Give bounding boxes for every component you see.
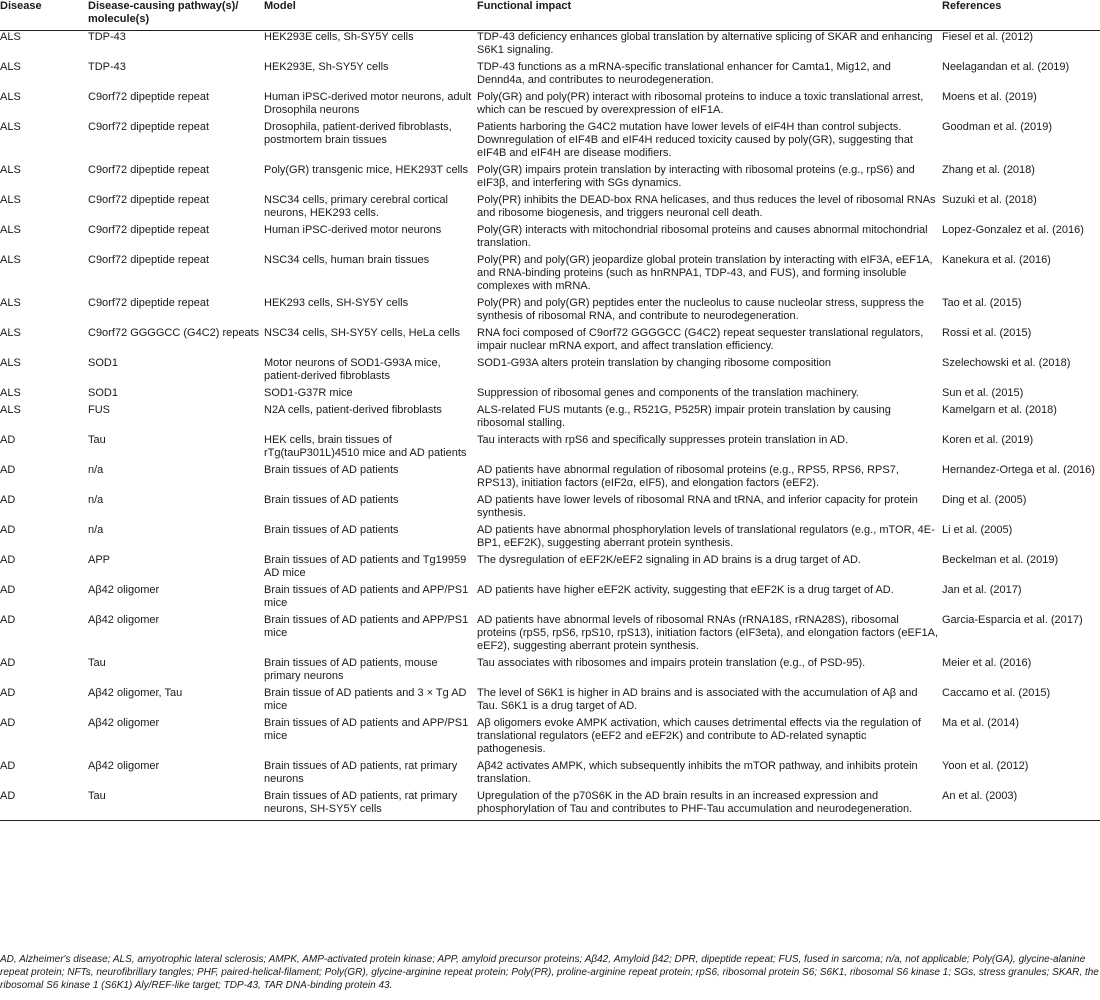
cell-disease: AD	[0, 657, 16, 669]
cell-impact: AD patients have higher eEF2K activity, suggesting that eEF2K is a drug target of AD.	[477, 584, 894, 596]
cell-disease: AD	[0, 584, 16, 596]
cell-impact: TDP-43 functions as a mRNA-specific translational enhancer for Camta1, Mig12, and Dennd4a, and contributes to neurodegeneration.	[477, 61, 891, 86]
cell-pathway: C9orf72 dipeptide repeat	[88, 91, 210, 103]
cell-disease: AD	[0, 554, 16, 566]
header-model: Model	[264, 0, 477, 31]
cell-reference: Sun et al. (2015)	[942, 387, 1024, 399]
cell-reference: Hernandez-Ortega et al. (2016)	[942, 464, 1095, 476]
cell-pathway: C9orf72 dipeptide repeat	[88, 224, 210, 236]
header-disease: Disease	[0, 0, 88, 31]
table-row	[0, 121, 1100, 164]
cell-model: Human iPSC-derived motor neurons, adult Drosophila neurons	[264, 91, 472, 116]
cell-disease: ALS	[0, 357, 21, 369]
cell-reference: Tao et al. (2015)	[942, 297, 1022, 309]
cell-impact: Poly(GR) interacts with mitochondrial ribosomal proteins and causes abnormal mitochondrial translation.	[477, 224, 928, 249]
table-row	[0, 194, 1100, 224]
header-impact: Functional impact	[477, 0, 942, 31]
cell-pathway: Tau	[88, 434, 106, 446]
cell-pathway: SOD1	[88, 357, 118, 369]
cell-pathway: C9orf72 dipeptide repeat	[88, 297, 210, 309]
cell-pathway: Aβ42 oligomer	[88, 614, 160, 626]
cell-impact: Upregulation of the p70S6K in the AD brain results in an increased expression and phosphorylation of Tau and contributes to PHF-Tau accumulation and neurodegeneration.	[477, 790, 942, 821]
cell-model: Brain tissues of AD patients, rat primary neurons	[264, 760, 458, 785]
cell-impact: Suppression of ribosomal genes and components of the translation machinery.	[477, 387, 859, 399]
cell-reference: Zhang et al. (2018)	[942, 164, 1035, 176]
cell-model: N2A cells, patient-derived fibroblasts	[264, 404, 442, 416]
cell-reference: Lopez-Gonzalez et al. (2016)	[942, 224, 1084, 236]
cell-model: Brain tissues of AD patients	[264, 524, 399, 536]
cell-model: Brain tissues of AD patients	[264, 494, 399, 506]
cell-model: Brain tissues of AD patients, rat primary neurons, SH-SY5Y cells	[264, 790, 477, 821]
cell-impact: Poly(GR) and poly(PR) interact with ribosomal proteins to induce a toxic translational arrest, which can be rescued by overexpression of eIF1A.	[477, 91, 924, 116]
cell-reference: Moens et al. (2019)	[942, 91, 1037, 103]
table-footnote: AD, Alzheimer's disease; ALS, amyotrophic lateral sclerosis; AMPK, AMP-activated protein kinase; APP, amyloid precursor proteins; Aβ42, Amyloid β42; DPR, dipeptide repeat; FUS, fused in sarcoma; n/a, not applicable; Poly(GA), glycine-alanine repeat protein; NFTs, neurofibrillary tangles; PHF, paired-helical-filament; Poly(GR), glycine-arginine repeat protein; Poly(PR), proline-arginine repeat protein; rpS6, ribosomal protein S6; S6K1, ribosomal S6 kinase 1; SGs, stress granules; SKAR, the ribosomal S6 kinase 1 (S6K1) Aly/REF-like target; TDP-43, TAR DNA-binding protein 43.	[0, 954, 1099, 991]
cell-pathway: n/a	[88, 524, 104, 536]
cell-reference: Suzuki et al. (2018)	[942, 194, 1037, 206]
cell-pathway: Aβ42 oligomer	[88, 717, 160, 729]
cell-pathway: APP	[88, 554, 111, 566]
table-row	[0, 164, 1100, 194]
cell-model: NSC34 cells, SH-SY5Y cells, HeLa cells	[264, 327, 461, 339]
cell-model: Drosophila, patient-derived fibroblasts, postmortem brain tissues	[264, 121, 452, 146]
cell-pathway: Aβ42 oligomer	[88, 760, 160, 772]
cell-impact: Poly(PR) inhibits the DEAD-box RNA helicases, and thus reduces the level of ribosomal RNAs and ribosome biogenesis, and triggers neuronal cell death.	[477, 194, 936, 219]
cell-disease: ALS	[0, 224, 21, 236]
cell-reference: Kamelgarn et al. (2018)	[942, 404, 1057, 416]
cell-impact: TDP-43 deficiency enhances global translation by alternative splicing of SKAR and enhancing S6K1 signaling.	[477, 31, 933, 56]
cell-disease: ALS	[0, 61, 21, 73]
cell-disease: AD	[0, 687, 16, 699]
cell-reference: Fiesel et al. (2012)	[942, 31, 1034, 43]
cell-pathway: Tau	[88, 657, 106, 669]
cell-reference: Beckelman et al. (2019)	[942, 554, 1059, 566]
header-row	[0, 0, 1100, 31]
cell-model: Brain tissues of AD patients	[264, 464, 399, 476]
cell-model: Poly(GR) transgenic mice, HEK293T cells	[264, 164, 468, 176]
cell-disease: ALS	[0, 404, 21, 416]
cell-reference: Caccamo et al. (2015)	[942, 687, 1051, 699]
table-body	[0, 31, 1100, 821]
cell-disease: AD	[0, 760, 16, 772]
cell-disease: AD	[0, 464, 16, 476]
cell-impact: Patients harboring the G4C2 mutation have lower levels of eIF4H than control subjects. Downregulation of eIF4B and eIF4H reduced toxicity caused by poly(GR), suggesting that eIF4B and eIF4H are disease modifiers.	[477, 121, 913, 159]
cell-reference: Goodman et al. (2019)	[942, 121, 1053, 133]
cell-reference: Li et al. (2005)	[942, 524, 1013, 536]
table-row	[0, 91, 1100, 121]
cell-pathway: C9orf72 dipeptide repeat	[88, 121, 210, 133]
header-pathway: Disease-causing pathway(s)/ molecule(s)	[88, 0, 264, 31]
cell-impact: AD patients have abnormal levels of ribosomal RNAs (rRNA18S, rRNA28S), ribosomal proteins (rpS5, rpS6, rpS10, rpS13), initiation factors (eIF3eta), and elongation factors (eEF1A, eEF2), suggesting aberrant protein synthesis.	[477, 614, 939, 652]
cell-model: HEK293E, Sh-SY5Y cells	[264, 61, 389, 73]
cell-model: Human iPSC-derived motor neurons	[264, 224, 442, 236]
cell-disease: AD	[0, 614, 16, 626]
cell-impact: Poly(PR) and poly(GR) jeopardize global protein translation by interacting with eIF3A, eEF1A, and RNA-binding proteins (such as hnRNPA1, TDP-43, and FUS), and forming insoluble complexes with mRNA.	[477, 254, 933, 292]
cell-impact: Aβ oligomers evoke AMPK activation, which causes detrimental effects via the regulation of translational regulators (eEF2 and eEF2K) and contribute to AD-related synaptic pathogenesis.	[477, 717, 921, 755]
table-row	[0, 790, 1100, 821]
cell-pathway: n/a	[88, 464, 104, 476]
table-row	[0, 434, 1100, 464]
cell-model: Brain tissues of AD patients and APP/PS1 mice	[264, 614, 469, 639]
cell-reference: Garcia-Esparcia et al. (2017)	[942, 614, 1083, 626]
table-row	[0, 717, 1100, 760]
header-references: References	[942, 0, 1100, 31]
cell-disease: ALS	[0, 254, 21, 266]
cell-model: HEK293 cells, SH-SY5Y cells	[264, 297, 409, 309]
cell-impact: RNA foci composed of C9orf72 GGGGCC (G4C2) repeat sequester translational regulators, impair nuclear mRNA export, and affect translation efficiency.	[477, 327, 924, 352]
cell-disease: AD	[0, 434, 16, 446]
cell-disease: AD	[0, 790, 88, 821]
cell-impact: The level of S6K1 is higher in AD brains and is associated with the accumulation of Aβ and Tau. S6K1 is a drug target of AD.	[477, 687, 918, 712]
table-row	[0, 31, 1100, 62]
cell-pathway: C9orf72 GGGGCC (G4C2) repeats	[88, 327, 260, 339]
cell-reference: Rossi et al. (2015)	[942, 327, 1032, 339]
cell-pathway: C9orf72 dipeptide repeat	[88, 254, 210, 266]
table-row	[0, 404, 1100, 434]
cell-disease: ALS	[0, 91, 21, 103]
cell-reference: Meier et al. (2016)	[942, 657, 1032, 669]
cell-disease: ALS	[0, 164, 21, 176]
cell-disease: ALS	[0, 31, 21, 43]
cell-model: Motor neurons of SOD1-G93A mice, patient-derived fibroblasts	[264, 357, 441, 382]
cell-disease: ALS	[0, 121, 21, 133]
cell-reference: Neelagandan et al. (2019)	[942, 61, 1070, 73]
cell-impact: AD patients have abnormal regulation of ribosomal proteins (e.g., RPS5, RPS6, RPS7, RPS13), initiation factors (eIF2α, eIF5), and elongation factors (eEF2).	[477, 464, 899, 489]
table-row	[0, 254, 1100, 297]
cell-model: HEK293E cells, Sh-SY5Y cells	[264, 31, 414, 43]
cell-reference: Ding et al. (2005)	[942, 494, 1027, 506]
cell-model: Brain tissues of AD patients and APP/PS1 mice	[264, 584, 469, 609]
cell-disease: AD	[0, 524, 16, 536]
table-row	[0, 584, 1100, 614]
cell-reference: Szelechowski et al. (2018)	[942, 357, 1071, 369]
table-row	[0, 464, 1100, 494]
table-row	[0, 297, 1100, 327]
cell-pathway: TDP-43	[88, 61, 126, 73]
cell-model: Brain tissues of AD patients, mouse primary neurons	[264, 657, 438, 682]
cell-disease: ALS	[0, 327, 21, 339]
cell-impact: Poly(GR) impairs protein translation by interacting with ribosomal proteins (e.g., rpS6) and eIF3β, and interfering with SGs dynamics.	[477, 164, 915, 189]
table-row	[0, 554, 1100, 584]
cell-impact: Tau interacts with rpS6 and specifically suppresses protein translation in AD.	[477, 434, 849, 446]
table-row	[0, 224, 1100, 254]
cell-pathway: TDP-43	[88, 31, 126, 43]
cell-reference: Jan et al. (2017)	[942, 584, 1022, 596]
cell-model: SOD1-G37R mice	[264, 387, 353, 399]
cell-disease: ALS	[0, 387, 21, 399]
table-row	[0, 524, 1100, 554]
cell-reference: Kanekura et al. (2016)	[942, 254, 1051, 266]
cell-pathway: Aβ42 oligomer, Tau	[88, 687, 183, 699]
table-row	[0, 61, 1100, 91]
cell-model: Brain tissues of AD patients and Tg19959 AD mice	[264, 554, 467, 579]
cell-model: NSC34 cells, primary cerebral cortical neurons, HEK293 cells.	[264, 194, 448, 219]
cell-impact: AD patients have abnormal phosphorylation levels of translational regulators (e.g., mTOR, 4E-BP1, eEF2K), suggesting aberrant protein synthesis.	[477, 524, 935, 549]
table-row	[0, 657, 1100, 687]
cell-model: Brain tissues of AD patients and APP/PS1 mice	[264, 717, 469, 742]
cell-model: HEK cells, brain tissues of rTg(tauP301L)4510 mice and AD patients	[264, 434, 467, 459]
table-header	[0, 0, 1100, 31]
cell-reference: An et al. (2003)	[942, 790, 1100, 821]
table-row	[0, 357, 1100, 387]
table-row	[0, 687, 1100, 717]
cell-impact: Aβ42 activates AMPK, which subsequently inhibits the mTOR pathway, and inhibits protein translation.	[477, 760, 918, 785]
cell-pathway: SOD1	[88, 387, 118, 399]
cell-model: NSC34 cells, human brain tissues	[264, 254, 430, 266]
cell-impact: The dysregulation of eEF2K/eEF2 signaling in AD brains is a drug target of AD.	[477, 554, 861, 566]
cell-disease: AD	[0, 717, 16, 729]
cell-disease: ALS	[0, 297, 21, 309]
cell-disease: AD	[0, 494, 16, 506]
cell-pathway: Aβ42 oligomer	[88, 584, 160, 596]
table-row	[0, 494, 1100, 524]
cell-impact: Tau associates with ribosomes and impairs protein translation (e.g., of PSD-95).	[477, 657, 866, 669]
cell-disease: ALS	[0, 194, 21, 206]
cell-model: Brain tissue of AD patients and 3 × Tg AD mice	[264, 687, 467, 712]
table-row	[0, 387, 1100, 404]
cell-pathway: C9orf72 dipeptide repeat	[88, 164, 210, 176]
cell-pathway: n/a	[88, 494, 104, 506]
cell-reference: Koren et al. (2019)	[942, 434, 1034, 446]
cell-reference: Yoon et al. (2012)	[942, 760, 1029, 772]
cell-impact: Poly(PR) and poly(GR) peptides enter the nucleolus to cause nucleolar stress, suppress the synthesis of ribosomal RNA, and contribute to neurodegeneration.	[477, 297, 924, 322]
cell-pathway: C9orf72 dipeptide repeat	[88, 194, 210, 206]
cell-impact: ALS-related FUS mutants (e.g., R521G, P525R) impair protein translation by causing ribosomal stalling.	[477, 404, 891, 429]
cell-impact: SOD1-G93A alters protein translation by changing ribosome composition	[477, 357, 832, 369]
table-row	[0, 614, 1100, 657]
cell-reference: Ma et al. (2014)	[942, 717, 1020, 729]
table-row	[0, 327, 1100, 357]
cell-impact: AD patients have lower levels of ribosomal RNA and tRNA, and inferior capacity for protein synthesis.	[477, 494, 918, 519]
cell-pathway: Tau	[88, 790, 264, 821]
cell-pathway: FUS	[88, 404, 110, 416]
table-row	[0, 760, 1100, 790]
